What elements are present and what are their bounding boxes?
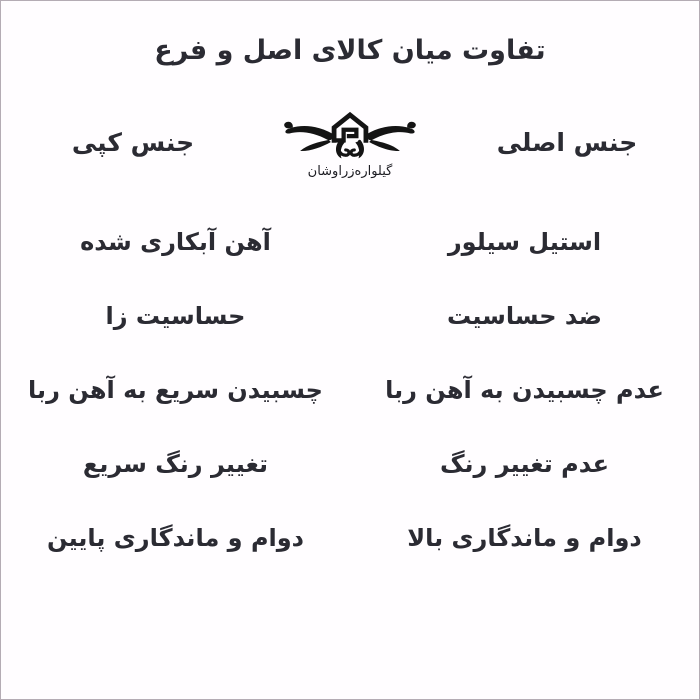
column-header-original: جنس اصلی (496, 128, 638, 157)
page-title: تفاوت میان کالای اصل و فرع (154, 35, 546, 66)
original-cell: ضد حساسیت (447, 302, 602, 330)
comparison-row (1, 427, 699, 501)
copy-cell: تغییر رنگ سریع (82, 450, 269, 478)
comparison-rows (1, 205, 699, 575)
copy-cell: آهن آبکاری شده (80, 228, 271, 256)
comparison-row (1, 501, 699, 575)
original-cell: استیل سیلور (447, 228, 602, 256)
comparison-header (1, 106, 699, 179)
original-cell: دوام و ماندگاری بالا (407, 524, 642, 552)
copy-cell: دوام و ماندگاری پایین (47, 524, 304, 552)
column-header-copy: جنس کپی (71, 128, 195, 157)
original-cell: عدم چسبیدن به آهن ربا (385, 376, 664, 404)
copy-cell: چسبیدن سریع به آهن ربا (28, 376, 323, 404)
copy-cell: حساسیت زا (105, 302, 246, 330)
brand-name: گیلواره‌زراوشان (307, 164, 393, 179)
original-cell: عدم تغییر رنگ (439, 450, 610, 478)
comparison-row (1, 353, 699, 427)
comparison-row (1, 205, 699, 279)
comparison-row (1, 279, 699, 353)
brand-logo (265, 106, 435, 179)
ornament-flourish-icon (281, 106, 419, 162)
